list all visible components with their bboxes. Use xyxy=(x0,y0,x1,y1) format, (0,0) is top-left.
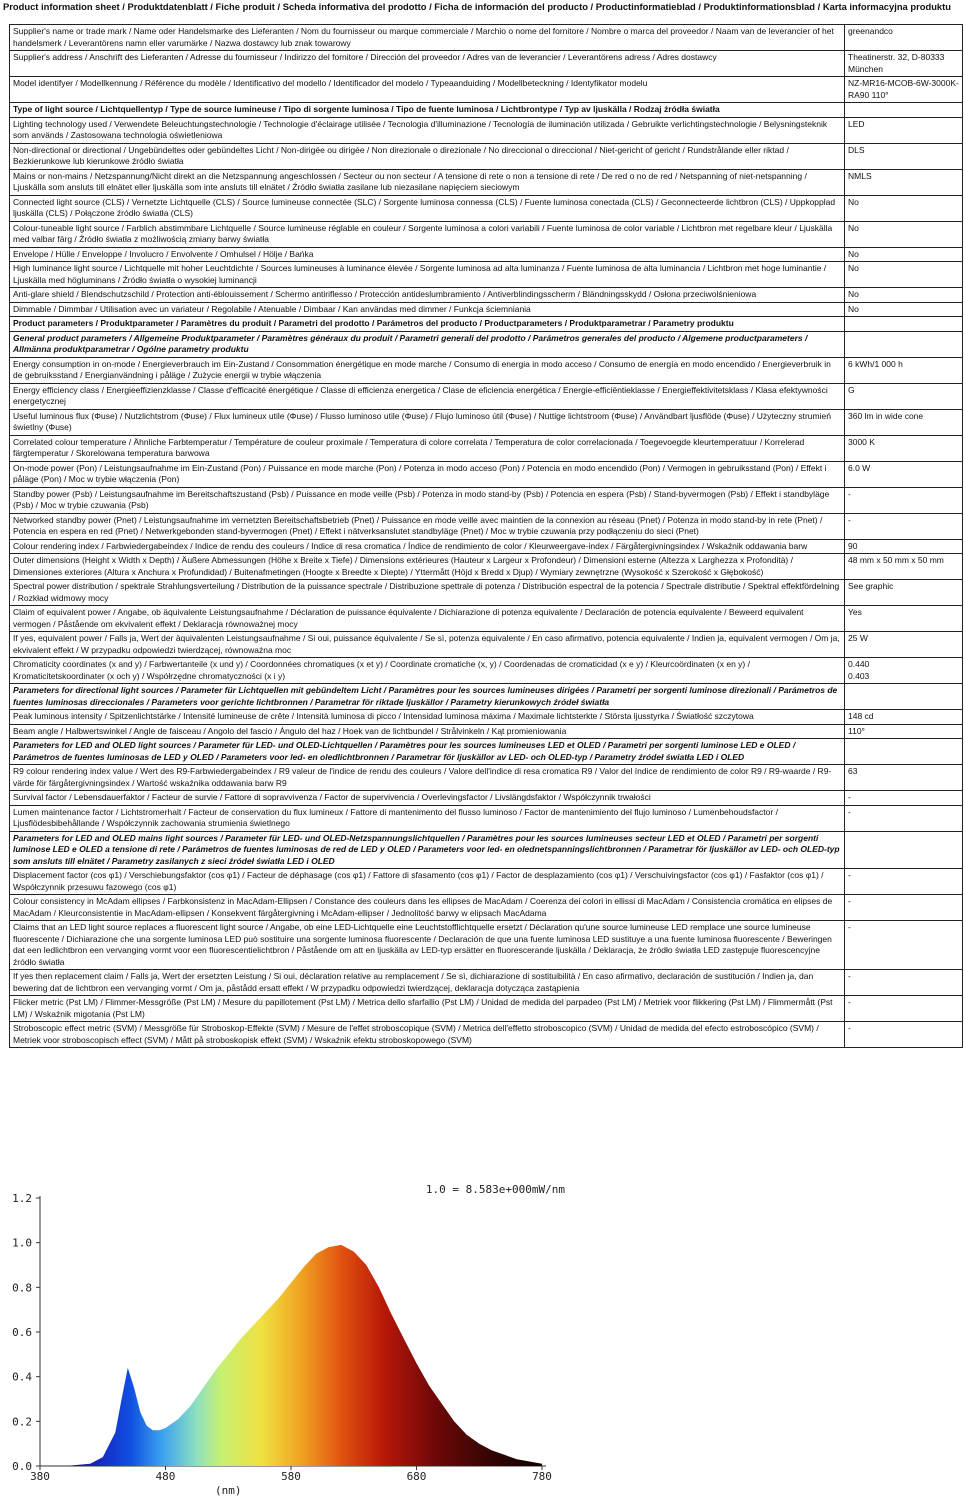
row-value: greenandco xyxy=(845,25,963,51)
row-value: - xyxy=(845,1022,963,1048)
row-label: Claim of equivalent power / Angabe, ob äquivalente Leistungsaufnahme / Déclaration de puissance équivalente / Dichiarazione di potenza equivalente / Declaración de potencia equivalente / Beweerd equivalent vermogen / Påstående om ekvivalent effekt / Deklaracja równoważnej mocy xyxy=(10,606,845,632)
row-label: Colour-tuneable light source / Farblich abstimmbare Lichtquelle / Source lumineuse réglable en couleur / Sorgente luminosa a colori variabili / Fuente luminosa de color variable / Lichtbron met regelbare kleur / Ljuskälla med valbar färg / Źródło światła z możliwością zmiany barwy światła xyxy=(10,221,845,247)
table-row xyxy=(10,658,963,684)
table-row xyxy=(10,580,963,606)
row-value: - xyxy=(845,921,963,970)
row-label: Beam angle / Halbwertswinkel / Angle de faisceau / Angolo del fascio / Ángulo del haz / Hoek van de lichtbundel / Strålvinkeln / Kąt promieniowania xyxy=(10,724,845,739)
page-title: Product information sheet / Produktdatenblatt / Fiche produit / Scheda informativa del prodotto / Ficha de información del producto / Productinformatieblad / Produktinformationsblad / Karta informacyjna produktu xyxy=(3,1,951,12)
x-tick-label: 480 xyxy=(155,1470,176,1483)
table-row xyxy=(10,970,963,996)
table-row xyxy=(10,117,963,143)
row-label: Networked standby power (Pnet) / Leistungsaufnahme im vernetzten Bereitschaftsbetrieb (Pnet) / Puissance en mode veille avec maintien de la connexion au réseau (Pnet) / Potenza in modo stand-by in rete (Pnet) / Potencia en espera en red (Pnet) / Netwerkgebonden stand-byvermogen (Pnet) / Effekt i nätverksanslutet standbyläge (Pnet) / Moc w trybie czuwania przy podłączeniu do sieci (Pnet) xyxy=(10,513,845,539)
chart-title: 1.0 = 8.583e+000mW/nm xyxy=(425,1183,565,1196)
table-row xyxy=(10,247,963,262)
row-label: Lumen maintenance factor / Lichtstromerhalt / Facteur de conservation du flux lumineux / Fattore di mantenimento del flusso luminoso / Factor de mantenimiento del flujo luminoso / Lumenbehoudsfactor / Ljusflödesbibehållande / Współczynnik zachowania strumienia świetlnego xyxy=(10,805,845,831)
row-label: Energy efficiency class / Energieeffizienzklasse / Classe d'efficacité énergétique / Classe di efficienza energetica / Clase de eficiencia energética / Energie-efficiëntieklasse / Energieffektivitetsklass / Klasa efektywności energetycznej xyxy=(10,383,845,409)
row-value xyxy=(845,831,963,869)
y-tick-label: 0.0 xyxy=(12,1460,32,1473)
row-label: Dimmable / Dimmbar / Utilisation avec un variateur / Regolabile / Atenuable / Dimbaar / Kan användas med dimmer / Funkcja ściemniania xyxy=(10,302,845,317)
table-row xyxy=(10,606,963,632)
table-row xyxy=(10,895,963,921)
table-row xyxy=(10,143,963,169)
table-row xyxy=(10,383,963,409)
table-row xyxy=(10,739,963,765)
row-label: Supplier's name or trade mark / Name oder Handelsmarke des Lieferanten / Nom du fournisseur ou marque commerciale / Marchio o nome del fornitore / Nombre o marca del proveedor / Naam van de leverancier of het handelsmerk / Leverantörens namn eller varumärke / Nazwa dostawcy lub znak towarowy xyxy=(10,25,845,51)
row-label: Standby power (Psb) / Leistungsaufnahme im Bereitschaftszustand (Psb) / Puissance en mode veille (Psb) / Potenza in modo stand-by (Psb) / Potencia en espera (Psb) / Stand-byvermogen (Psb) / Effekt i standbyläge (Psb) / Moc w trybie czuwania (Psb) xyxy=(10,487,845,513)
row-label: Energy consumption in on-mode / Energieverbrauch im Ein-Zustand / Consommation énergétique en mode marche / Consumo di energia in modo acceso / Consumo de energía en modo encendido / Energieverbruik in de gebruiksstand / Energianvändning i påläge / Zużycie energii w trybie włączenia xyxy=(10,357,845,383)
table-row xyxy=(10,554,963,580)
row-label: Claims that an LED light source replaces a fluorescent light source / Angabe, ob eine LED-Lichtquelle eine Leuchtstofflichtquelle ersetzt / Déclaration qu'une source lumineuse LED remplace une source lumineuse fluorescente / Dichiarazione che una sorgente luminosa LED può sostituire una sorgente luminosa fluorescente / Declaración de que una fuente luminosa LED sustituye a una fuente luminosa fluorescente / Beweringen dat een ledlichtbron een vervanging vormt voor een fluorescentielichtbron / Påstående om att en ljuskälla av LED-typ ersätter en fluorescerande ljuskälla / Deklaracja, że źródło światła LED zastępuje fluorescencyjne źródło światła xyxy=(10,921,845,970)
row-value: No xyxy=(845,262,963,288)
table-row xyxy=(10,921,963,970)
row-value: - xyxy=(845,805,963,831)
row-label: Displacement factor (cos φ1) / Verschiebungsfaktor (cos φ1) / Facteur de déphasage (cos φ1) / Fattore di sfasamento (cos φ1) / Factor de desplazamiento (cos φ1) / Verschuivingsfactor (cos φ1) / Fasfaktor (cos φ1) / Współczynnik przesuwu fazowego (cos φ1) xyxy=(10,869,845,895)
row-label: General product parameters / Allgemeine Produktparameter / Paramètres généraux du produit / Parametri generali del prodotto / Parámetros generales del producto / Algemene productparameters / Allmänna produktparametrar / Ogólne parametry produktu xyxy=(10,331,845,357)
table-row xyxy=(10,169,963,195)
row-label: R9 colour rendering index value / Wert des R9-Farbwiedergabeindex / R9 valeur de l'indice de rendu des couleurs / Valore dell'indice di resa cromatica R9 / Valor del índice de rendimiento de color R9 / R9-waarde / R9-värde för färgåtergivningsindex / Wartość wskaźnika oddawania barw R9 xyxy=(10,765,845,791)
row-value xyxy=(845,331,963,357)
table-row xyxy=(10,724,963,739)
row-label: Model identifyer / Modellkennung / Référence du modèle / Identificativo del modello / Identificador del modelo / Typeaanduiding / Modellbeteckning / Identyfikator modelu xyxy=(10,77,845,103)
row-value xyxy=(845,317,963,332)
row-value: No xyxy=(845,247,963,262)
row-value xyxy=(845,739,963,765)
x-tick-label: 580 xyxy=(281,1470,301,1483)
row-value: See graphic xyxy=(845,580,963,606)
row-label: Anti-glare shield / Blendschutzschild / Protection anti-éblouissement / Schermo antiriflesso / Protección antideslumbramiento / Antiverblindingsscherm / Bländningsskydd / Osłona przeciwolśnieniowa xyxy=(10,288,845,303)
y-tick-label: 0.8 xyxy=(12,1281,32,1295)
row-value: No xyxy=(845,221,963,247)
spectral-power-chart xyxy=(0,1168,575,1500)
row-value: - xyxy=(845,996,963,1022)
table-row xyxy=(10,317,963,332)
row-value: 110° xyxy=(845,724,963,739)
table-row xyxy=(10,461,963,487)
row-label: High luminance light source / Lichtquelle mit hoher Leuchtdichte / Sources lumineuses à luminance élevée / Sorgente luminosa ad alta luminanza / Fuente luminosa de alta luminancia / Lichtbron met hoge luminantie / Ljuskälla med högluminans / Źródło światła o wysokiej luminancji xyxy=(10,262,845,288)
row-value: 6.0 W xyxy=(845,461,963,487)
row-label: Correlated colour temperature / Ähnliche Farbtemperatur / Température de couleur proximale / Temperatura di colore correlata / Temperatura de color correlacionada / Toegevoegde kleurtemperatuur / Korrelerad färgtemperatur / Skorelowana temperatura barwowa xyxy=(10,435,845,461)
row-value: 6 kWh/1 000 h xyxy=(845,357,963,383)
row-value xyxy=(845,684,963,710)
row-value: 25 W xyxy=(845,632,963,658)
row-label: Supplier's address / Anschrift des Lieferanten / Adresse du fournisseur / Indirizzo del fornitore / Dirección del proveedor / Adres van de leverancier / Leverantörens adress / Adres dostawcy xyxy=(10,51,845,77)
row-value: 148 cd xyxy=(845,710,963,725)
row-value: 90 xyxy=(845,539,963,554)
row-value: G xyxy=(845,383,963,409)
table-row xyxy=(10,996,963,1022)
table-row xyxy=(10,831,963,869)
row-value: - xyxy=(845,487,963,513)
row-label: Type of light source / Lichtquellentyp / Type de source lumineuse / Tipo di sorgente luminosa / Tipo de fuente luminosa / Lichtbrontype / Typ av ljuskälla / Rodzaj źródła światła xyxy=(10,103,845,118)
row-label: Parameters for directional light sources / Parameter für Lichtquellen mit gebündeltem Licht / Paramètres pour les sources lumineuses dirigées / Parametri per sorgenti luminose direzionali / Parámetros de fuentes luminosas direccionales / Parameters voor gerichte lichtbronnen / Parametrar för riktade ljuskällor / Parametry kierunkowych źródeł światła xyxy=(10,684,845,710)
row-label: Peak luminous intensity / Spitzenlichtstärke / Intensité lumineuse de crête / Intensità luminosa di picco / Intensidad luminosa máxima / Maximale lichtsterkte / Största ljusstyrka / Światłość szczytowa xyxy=(10,710,845,725)
row-value: No xyxy=(845,302,963,317)
table-row xyxy=(10,684,963,710)
table-row xyxy=(10,791,963,806)
y-tick-label: 1.2 xyxy=(12,1192,32,1205)
table-row xyxy=(10,195,963,221)
x-tick-label: 780 xyxy=(532,1470,552,1483)
table-row xyxy=(10,869,963,895)
row-value: 3000 K xyxy=(845,435,963,461)
table-row xyxy=(10,632,963,658)
y-tick-label: 0.4 xyxy=(12,1370,32,1384)
row-value: DLS xyxy=(845,143,963,169)
table-row xyxy=(10,710,963,725)
row-value: LED xyxy=(845,117,963,143)
row-value: - xyxy=(845,895,963,921)
row-label: Parameters for LED and OLED light sources / Parameter für LED- und OLED-Lichtquellen / Paramètres pour les sources lumineuses LED et OLED / Parametri per sorgenti luminose LED e OLED / Parámetros de fuentes luminosas de LED y OLED / Parameters voor led- en oledlichtbronnen / Parametrar för ljuskällor av LED- och OLED-typ / Parametry źródeł światła LED i OLED xyxy=(10,739,845,765)
row-label: Spectral power distribution / spektrale Strahlungsverteilung / Distribution de la puissance spectrale / Distribuzione spettrale di potenza / Distribución espectral de la potencia / Spectrale distributie / Spektral effektfördelning / Rozkład widmowy mocy xyxy=(10,580,845,606)
row-label: Survival factor / Lebensdauerfaktor / Facteur de survie / Fattore di sopravvivenza / Factor de supervivencia / Overlevingsfactor / Livslängdsfaktor / Współczynnik trwałości xyxy=(10,791,845,806)
row-label: Flicker metric (Pst LM) / Flimmer-Messgröße (Pst LM) / Mesure du papillotement (Pst LM) / Metrica dello sfarfallio (Pst LM) / Unidad de medida del parpadeo (Pst LM) / Metriek voor flikkering (Pst LM) / Flimmermått (Pst LM) / Wskaźnik migotania (Pst LM) xyxy=(10,996,845,1022)
row-value: Yes xyxy=(845,606,963,632)
row-label: Connected light source (CLS) / Vernetzte Lichtquelle (CLS) / Source lumineuse connectée (SLC) / Sorgente luminosa connessa (CLS) / Fuente luminosa conectada (CLS) / Geconnecteerde lichtbron (CLS) / Uppkopplad ljuskälla (CLS) / Połączone źródło światła (CLS) xyxy=(10,195,845,221)
row-value: - xyxy=(845,513,963,539)
row-value: 48 mm x 50 mm x 50 mm xyxy=(845,554,963,580)
row-value: NZ-MR16-MCOB-6W-3000K-RA90 110° xyxy=(845,77,963,103)
table-row xyxy=(10,357,963,383)
row-label: Lighting technology used / Verwendete Beleuchtungstechnologie / Technologie d'éclairage utilisée / Tecnologia d'illuminazione / Tecnología de iluminación utilizada / Gebruikte verlichtingstechnologie / Belysningsteknik som används / Zastosowana technologia oświetleniowa xyxy=(10,117,845,143)
row-value xyxy=(845,103,963,118)
row-label: Parameters for LED and OLED mains light sources / Parameter für LED- und OLED-Netzspannungslichtquellen / Paramètres pour les sources lumineuses secteur LED et OLED / Parametri per sorgenti luminose LED e OLED a tensione di rete / Parámetros de fuentes luminosas de red de LED y OLED / Parameters voor led- en olednetspanningslichtbronnen / Parametrar för ljuskällor av LED- och OLED-typ som ansluts till elnätet / Parametry zasilanych z sieci źródeł światła LED i OLED xyxy=(10,831,845,869)
table-row xyxy=(10,221,963,247)
spectral-chart-svg xyxy=(0,1168,575,1500)
table-row xyxy=(10,51,963,77)
row-value: 0.440 0.403 xyxy=(845,658,963,684)
row-label: Product parameters / Produktparameter / Paramètres du produit / Parametri del prodotto / Parámetros del producto / Productparameters / Produktparametrar / Parametry produktu xyxy=(10,317,845,332)
table-row xyxy=(10,103,963,118)
row-label: Colour consistency in McAdam ellipses / Farbkonsistenz in MacAdam-Ellipsen / Constance des couleurs dans les ellipses de MacAdam / Coerenza dei colori in ellissi di MacAdam / Consistencia cromática en elipses de MacAdam / Kleurconsistentie in MacAdam-ellipsen / Konsekvent färgåtergivning i McAdam-ellipser / Jednolitość barwy w elipsach MacAdama xyxy=(10,895,845,921)
table-row xyxy=(10,77,963,103)
y-tick-label: 1.0 xyxy=(12,1236,32,1250)
x-tick-label: 680 xyxy=(406,1470,427,1483)
table-row xyxy=(10,262,963,288)
x-tick-label: 380 xyxy=(30,1470,50,1483)
table-row xyxy=(10,25,963,51)
row-value: - xyxy=(845,791,963,806)
row-label: Outer dimensions (Height x Width x Depth) / Äußere Abmessungen (Höhe x Breite x Tiefe) / Dimensions extérieures (Hauteur x Largeur x Profondeur) / Dimensioni esterne (Altezza x Larghezza x Profondità) / Dimensiones exteriores (Altura x Anchura x Profundidad) / Buitenafmetingen (Hoogte x Breedte x Diepte) / Yttermått (Höjd x Bredd x Djup) / Wymiary zewnętrzne (Wysokość x Szerokość x Głębokość) xyxy=(10,554,845,580)
table-row xyxy=(10,331,963,357)
row-value: Theatinerstr. 32, D-80333 München xyxy=(845,51,963,77)
row-label: On-mode power (Pon) / Leistungsaufnahme im Ein-Zustand (Pon) / Puissance en mode marche (Pon) / Potenza in modo acceso (Pon) / Potencia en modo encendido (Pon) / Vermogen in gebruiksstand (Pon) / Effekt i påläge (Pon) / Moc w trybie włączenia (Pon) xyxy=(10,461,845,487)
x-axis-label: (nm) xyxy=(215,1484,242,1497)
row-label: Colour rendering index / Farbwiedergabeindex / Indice de rendu des couleurs / Indice di resa cromatica / Índice de rendimiento de color / Kleurweergave-index / Färgåtergivningsindex / Wskaźnik oddawania barw xyxy=(10,539,845,554)
table-row xyxy=(10,765,963,791)
product-info-table xyxy=(9,24,963,1048)
row-label: Chromaticity coordinates (x and y) / Farbwertanteile (x und y) / Coordonnées chromatiques (x et y) / Coordinate cromatiche (x, y) / Coordenadas de cromaticidad (x e y) / Kleurcoördinaten (x en y) / Kromaticitetskoordinater (x och y) / Współrzędne chromatyczności (x i y) xyxy=(10,658,845,684)
row-label: Stroboscopic effect metric (SVM) / Messgröße für Stroboskop-Effekte (SVM) / Mesure de l'effet stroboscopique (SVM) / Metrica dell'effetto stroboscopico (SVM) / Unidad de medida del efecto estroboscópico (SVM) / Metriek voor stroboscopisch effect (SVM) / Mått på stroboskopisk effekt (SVM) / Wskaźnik efektu stroboskopowego (SVM) xyxy=(10,1022,845,1048)
row-label: Mains or non-mains / Netzspannung/Nicht direkt an die Netzspannung angeschlossen / Secteur ou non secteur / A tensione di rete o non a tensione di rete / De red o no de red / Netspanning of niet-netspanning / Ljuskälla som ansluts till elnätet eller ljuskälla som inte ansluts till elnätet / Źródło światła zasilane lub niezasilane napięciem sieciowym xyxy=(10,169,845,195)
table-row xyxy=(10,409,963,435)
row-value: NMLS xyxy=(845,169,963,195)
table-row xyxy=(10,487,963,513)
table-row xyxy=(10,302,963,317)
row-label: Non-directional or directional / Ungebündeltes oder gebündeltes Licht / Non-dirigée ou dirigée / Non direzionale o direzionale / No direccional o direccional / Niet-gericht of gericht / Rundstrålande eller riktad / Bezkierunkowe lub kierunkowe źródło światła xyxy=(10,143,845,169)
table-row xyxy=(10,435,963,461)
row-value: 360 lm in wide cone xyxy=(845,409,963,435)
y-tick-label: 0.6 xyxy=(12,1326,32,1339)
table-row xyxy=(10,513,963,539)
row-label: Envelope / Hülle / Enveloppe / Involucro / Envolvente / Omhulsel / Hölje / Bańka xyxy=(10,247,845,262)
row-value: No xyxy=(845,195,963,221)
row-value: No xyxy=(845,288,963,303)
row-value: - xyxy=(845,970,963,996)
spectrum-area xyxy=(40,1245,542,1466)
table-row xyxy=(10,805,963,831)
row-label: If yes then replacement claim / Falls ja, Wert der ersetzten Leistung / Si oui, déclaration relative au remplacement / Se sì, dichiarazione di sostituibilità / En caso afirmativo, declaración de sustitución / Indien ja, dan bewering dat de lichtbron een vervanging vormt / Om ja, påstådd ersatt effekt / W przypadku odpowiedzi twierdzącej, deklaracja dotycząca zastąpienia xyxy=(10,970,845,996)
row-label: If yes, equivalent power / Falls ja, Wert der äquivalenten Leistungsaufnahme / Si oui, puissance équivalente / Se sì, potenza equivalente / En caso afirmativo, potencia equivalente / Indien ja, equivalent vermogen / Om ja, ekvivalent effekt / W przypadku odpowiedzi twierdzącej, równoważna moc xyxy=(10,632,845,658)
table-row xyxy=(10,1022,963,1048)
table-row xyxy=(10,288,963,303)
row-value: 63 xyxy=(845,765,963,791)
table-row xyxy=(10,539,963,554)
row-value: - xyxy=(845,869,963,895)
y-tick-label: 0.2 xyxy=(12,1415,32,1429)
row-label: Useful luminous flux (Φuse) / Nutzlichtstrom (Φuse) / Flux lumineux utile (Φuse) / Flusso luminoso utile (Φuse) / Flujo luminoso útil (Φuse) / Nuttige lichtstroom (Φuse) / Användbart ljusflöde (Φuse) / Użyteczny strumień świetlny (Φuse) xyxy=(10,409,845,435)
